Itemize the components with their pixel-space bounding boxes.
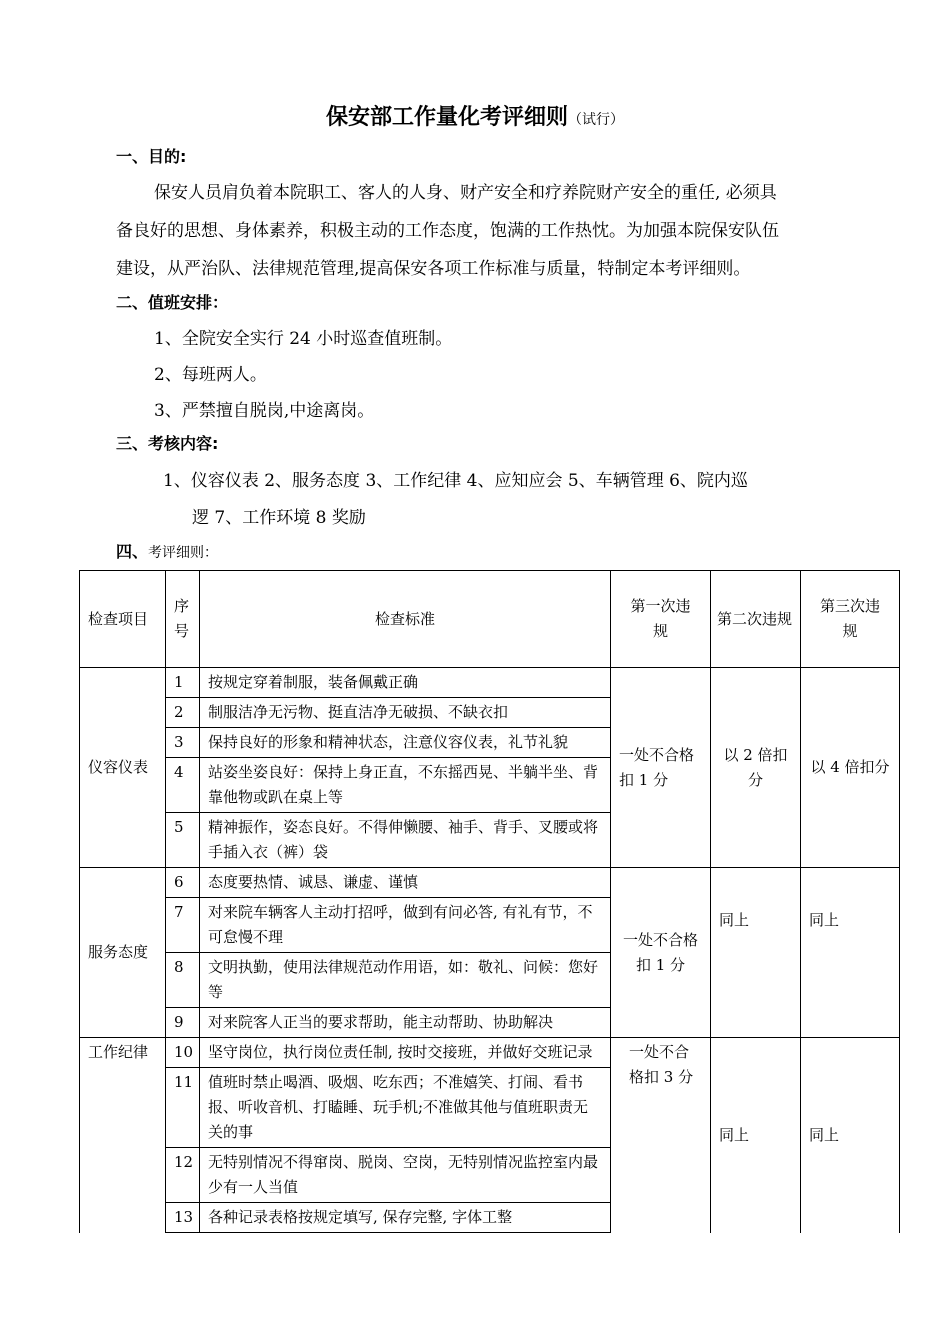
row-number: 2: [166, 698, 200, 728]
row-number: 5: [166, 813, 200, 868]
section-1-heading: 一、目的:: [116, 147, 187, 166]
row-standard: 文明执勤，使用法律规范动作用语，如：敬礼、问候：您好等: [200, 953, 611, 1008]
page-title: [0, 100, 950, 131]
penalty-first: 一处不合格扣 1 分: [611, 668, 711, 868]
penalty-second: 以 2 倍扣分: [711, 668, 801, 868]
header-first: 第一次违规: [611, 571, 711, 668]
row-standard: 制服洁净无污物、挺直洁净无破损、不缺衣扣: [200, 698, 611, 728]
row-number: 8: [166, 953, 200, 1008]
penalty-first: 一处不合格扣 1 分: [611, 868, 711, 1038]
table-row: [80, 1038, 900, 1068]
table-row: [80, 868, 900, 898]
row-standard: 坚守岗位，执行岗位责任制, 按时交接班，并做好交班记录: [200, 1038, 611, 1068]
row-standard: 值班时禁止喝酒、吸烟、吃东西；不准嬉笑、打闹、看书报、听收音机、打瞌睡、玩手机;不准做其他与值班职责无关的事: [200, 1068, 611, 1148]
category-appearance: 仪容仪表: [80, 668, 166, 868]
penalty-third: 同上: [801, 868, 900, 1038]
header-second: 第二次违规: [711, 571, 801, 668]
row-number: 1: [166, 668, 200, 698]
category-service: 服务态度: [80, 868, 166, 1038]
header-item: 检查项目: [80, 571, 166, 668]
row-standard: 站姿坐姿良好：保持上身正直，不东摇西晃、半躺半坐、背靠他物或趴在桌上等: [200, 758, 611, 813]
row-standard: 按规定穿着制服，装备佩戴正确: [200, 668, 611, 698]
duty-item-1: 1、全院安全实行 24 小时巡查值班制。: [154, 329, 453, 349]
row-number: 10: [166, 1038, 200, 1068]
title-text: 保安部工作量化考评细则: [325, 105, 568, 130]
duty-item-2: 2、每班两人。: [154, 365, 267, 385]
row-standard: 各种记录表格按规定填写, 保存完整, 字体工整: [200, 1203, 611, 1233]
row-number: 13: [166, 1203, 200, 1233]
row-number: 6: [166, 868, 200, 898]
penalty-second: 同上: [711, 868, 801, 1038]
row-standard: 保持良好的形象和精神状态，注意仪容仪表，礼节礼貌: [200, 728, 611, 758]
row-number: 9: [166, 1008, 200, 1038]
category-discipline: 工作纪律: [80, 1038, 166, 1233]
row-number: 12: [166, 1148, 200, 1203]
penalty-first: 一处不合格扣 3 分: [611, 1038, 711, 1233]
row-standard: 对来院车辆客人主动打招呼，做到有问必答, 有礼有节，不可怠慢不理: [200, 898, 611, 953]
purpose-line-2: 备良好的思想、身体素养，积极主动的工作态度，饱满的工作热忱。为加强本院保安队伍: [116, 221, 779, 241]
row-number: 11: [166, 1068, 200, 1148]
table-header-row: [80, 571, 900, 668]
header-standard: 检查标准: [200, 571, 611, 668]
purpose-line-1: 保安人员肩负着本院职工、客人的人身、财产安全和疗养院财产安全的重任, 必须具: [154, 183, 777, 203]
purpose-line-3: 建设，从严治队、法律规范管理,提高保安各项工作标准与质量，特制定本考评细则。: [116, 259, 751, 279]
row-number: 7: [166, 898, 200, 953]
row-standard: 对来院客人正当的要求帮助，能主动帮助、协助解决: [200, 1008, 611, 1038]
section-3-heading: 三、考核内容:: [116, 434, 219, 453]
evaluation-table: [79, 570, 900, 1233]
table-row: [80, 668, 900, 698]
row-number: 3: [166, 728, 200, 758]
row-standard: 态度要热情、诚恳、谦虚、谨慎: [200, 868, 611, 898]
penalty-third: 同上: [801, 1038, 900, 1233]
content-line-2: 逻 7、工作环境 8 奖励: [192, 508, 366, 528]
section-4-title: 考评细则：: [148, 545, 219, 561]
duty-item-3: 3、严禁擅自脱岗,中途离岗。: [154, 401, 375, 421]
section-4-number: 四、: [116, 542, 149, 561]
row-standard: 精神振作，姿态良好。不得伸懒腰、袖手、背手、叉腰或将手插入衣（裤）袋: [200, 813, 611, 868]
penalty-second: 同上: [711, 1038, 801, 1233]
section-4-heading: [116, 539, 218, 562]
row-standard: 无特别情况不得窜岗、脱岗、空岗，无特别情况监控室内最少有一人当值: [200, 1148, 611, 1203]
title-note: （试行）: [568, 112, 624, 128]
content-line-1: 1、仪容仪表 2、服务态度 3、工作纪律 4、应知应会 5、车辆管理 6、院内巡: [163, 471, 748, 491]
penalty-third: 以 4 倍扣分: [801, 668, 900, 868]
header-third: 第三次违规: [801, 571, 900, 668]
row-number: 4: [166, 758, 200, 813]
header-no: 序号: [166, 571, 200, 668]
section-2-heading: 二、值班安排：: [116, 293, 229, 312]
